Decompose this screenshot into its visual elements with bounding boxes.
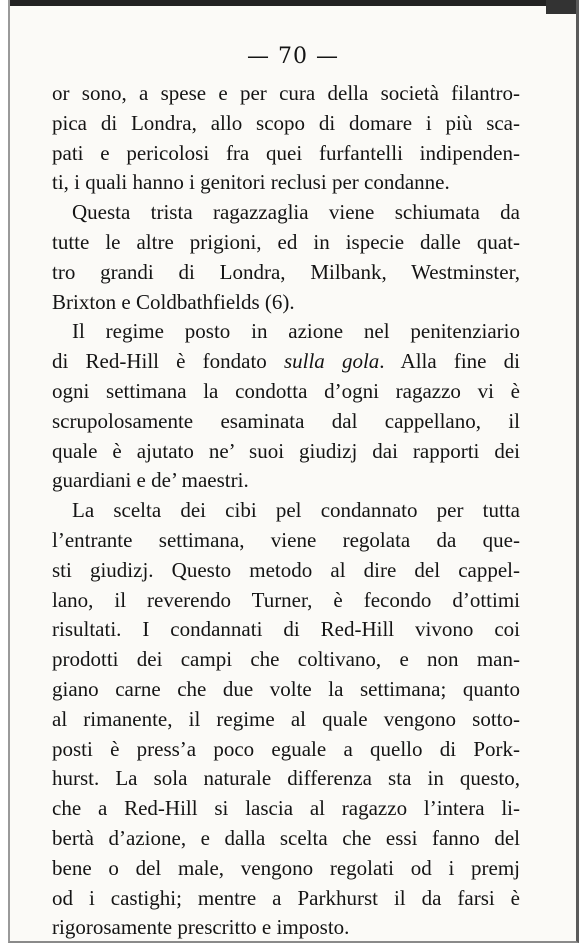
text-line: Il regime posto in azione nel penitenziario [72, 319, 520, 344]
text-line: Brixton e Coldbathfields (6). [52, 289, 295, 314]
body-text [52, 79, 520, 943]
text-line: ti, i quali hanno i genitori reclusi per condanne. [52, 170, 450, 195]
book-page [8, 0, 579, 943]
text-line: l’entrante settimana, viene regolata da que- [52, 527, 520, 552]
text-line: or sono, a spese e per cura della società filantro- [52, 81, 520, 105]
text-line: ogni settimana la condotta d’ogni ragazzo vi è [52, 378, 520, 403]
text-segment: . Alla fine di [379, 349, 520, 374]
text-line: tutte le altre prigioni, ed in ispecie dalle quat- [52, 229, 520, 254]
page-number: — 70 — [247, 44, 339, 69]
text-line: hurst. La sola naturale differenza sta in questo, [52, 766, 520, 791]
text-line: bertà d’azione, e dalla scelta che essi fanno del [52, 825, 520, 850]
text-line: scrupolosamente esaminata dal cappellano, il [52, 408, 520, 433]
text-line: sti giudizj. Questo metodo al dire del cappel- [52, 557, 520, 582]
text-line: pati e pericolosi fra quei furfantelli indipenden- [52, 140, 520, 165]
text-line: rigorosamente prescritto e imposto. [52, 915, 350, 940]
text-line: risultati. I condannati di Red-Hill vivono coi [52, 617, 520, 642]
text-line: pica di Londra, allo scopo di domare i più sca- [52, 110, 520, 135]
text-line: tro grandi di Londra, Milbank, Westminster, [52, 259, 520, 284]
text-line: od i castighi; mentre a Parkhurst il da farsi è [52, 885, 520, 910]
text-line: posti è press’a poco eguale a quello di Pork- [52, 736, 520, 761]
text-line [52, 347, 520, 377]
text-line: lano, il reverendo Turner, è fecondo d’ottimi [52, 587, 520, 612]
text-line: guardiani e de’ maestri. [52, 468, 249, 493]
text-segment: di Red-Hill è fondato [52, 349, 284, 374]
text-line: giano carne che due volte la settimana; quanto [52, 676, 520, 701]
italic-phrase: sulla gola [283, 349, 380, 374]
text-line: La scelta dei cibi pel condannato per tutta [72, 498, 520, 523]
page-top-edge [10, 0, 576, 6]
text-line: al rimanente, il regime al quale vengono sotto- [52, 706, 520, 731]
text-line: quale è ajutato ne’ suoi giudizj dai rapporti dei [52, 438, 520, 463]
page-corner-shadow [546, 0, 576, 14]
text-line: Questa trista ragazzaglia viene schiumata da [72, 200, 520, 225]
text-line: prodotti dei campi che coltivano, e non man- [52, 647, 520, 672]
text-line: che a Red-Hill si lascia al ragazzo l’intera li- [52, 796, 520, 821]
text-line: bene o del male, vengono regolati od i premj [52, 855, 520, 880]
